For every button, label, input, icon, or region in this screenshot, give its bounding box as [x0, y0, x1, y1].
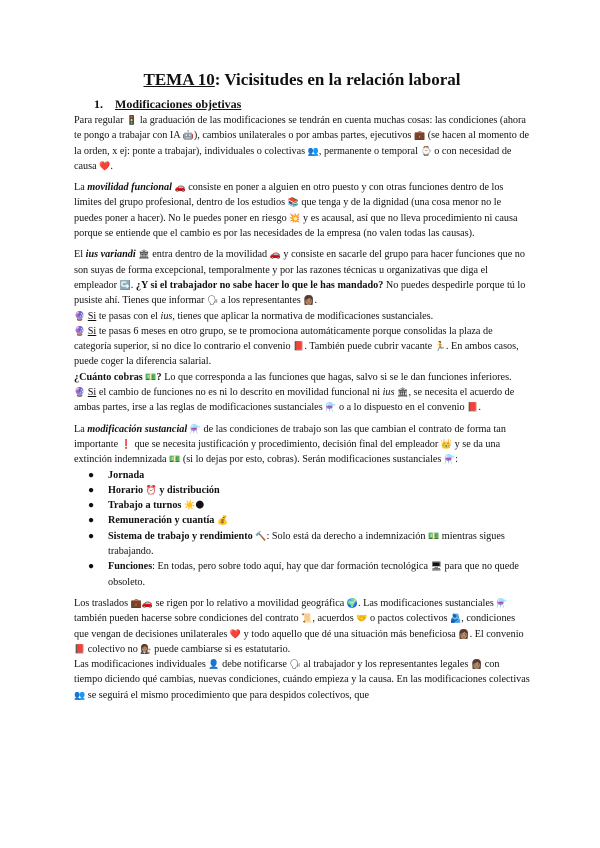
- paragraph-cambio-funciones: 🔮 Si el cambio de funciones no es ni lo descrito en movilidad funcional ni ius 🏛, se necesita el acuerdo de ambas partes, irse a las reglas de modificaciones sustanciales ⚗️ o a lo dispuesto en el convenio 📕.: [74, 387, 515, 414]
- traffic-light-icon: 🚦: [126, 116, 138, 126]
- list-item: ● Sistema de trabajo y rendimiento 🔨: Solo está da derecho a indemnización 💵 mientras sigues trabajando.: [88, 530, 505, 558]
- globe-icon: 🌍: [346, 598, 359, 609]
- judge-icon: 👩🏽‍⚖️: [140, 644, 152, 655]
- page-title: [74, 70, 530, 90]
- paragraph-notificacion: Las modificaciones individuales 👤 debe notificarse 🗣 al trabajador y los representantes legales 👩🏽 con tiempo diciendo qué cambias, nuevas condiciones, cuándo empieza y la causa. En las modificaciones colectivas 👥 se seguirá el mismo procedimiento que para despidos colectivos, que: [74, 659, 530, 701]
- people-icon: 👥: [307, 146, 319, 157]
- term-modificacion-sustancial: modificación sustancial: [87, 423, 188, 435]
- question-no-sabe: ¿Y si el trabajador no sabe hacer lo que le has mandado?: [135, 279, 384, 291]
- handshake-icon: 🤝: [356, 614, 368, 625]
- woman-icon: 👩🏽: [470, 660, 483, 671]
- sun-icon: ☀️: [183, 501, 196, 512]
- paragraph-si-ius: 🔮 Si te pasas con el ius, tienes que aplicar la normativa de modificaciones sustanciales.: [74, 310, 434, 322]
- section-title: Modificaciones objetivas: [115, 97, 242, 111]
- briefcase-icon: 💼: [130, 598, 142, 609]
- book-icon: 📕: [74, 644, 86, 655]
- clock-icon: ⌚: [420, 146, 432, 157]
- bank-icon: 🏛: [397, 388, 409, 399]
- moon-icon: 🌑: [195, 501, 205, 512]
- crystal-ball-icon: 🔮: [74, 311, 86, 322]
- book-icon: 📕: [467, 403, 479, 414]
- flask-icon: ⚗️: [189, 424, 201, 435]
- bank-icon: 🏛: [138, 250, 150, 261]
- money-icon: 💵: [169, 455, 181, 466]
- book-icon: 📕: [293, 342, 305, 353]
- heart-icon: ❤️: [99, 161, 111, 172]
- crown-icon: 👑: [440, 439, 453, 450]
- section-heading: [94, 97, 530, 112]
- term-movilidad-funcional: movilidad funcional: [87, 182, 172, 194]
- section-number: 1.: [94, 97, 103, 111]
- car-icon: 🚗: [269, 250, 281, 261]
- list-item: ● Horario ⏰ y distribución: [88, 484, 220, 496]
- money-icon: 💵: [428, 531, 440, 542]
- crystal-ball-icon: 🔮: [74, 326, 86, 337]
- car-icon: 🚗: [141, 598, 154, 609]
- flask-icon: ⚗️: [443, 455, 456, 466]
- scroll-icon: 📜: [301, 614, 313, 625]
- alarm-icon: ⏰: [145, 485, 157, 496]
- arrow-icon: ↪️: [119, 280, 131, 291]
- paragraph-graduacion: Para regular 🚦 la graduación de las modificaciones se tendrán en cuenta muchas cosas: las condiciones (ahora te pongo a trabajar con IA 🤖), cambios unilaterales o por ambas partes, ejecutivos 💼 (se hacen al momento de la orden, x ej: ponte a trabajar), individuales o colectivas 👥, permanente o temporal ⌚ o con necesidad de causa ❤️.: [74, 115, 529, 172]
- speech-icon: 🗣: [289, 660, 301, 671]
- flask-icon: ⚗️: [496, 598, 508, 609]
- crystal-ball-icon: 🔮: [74, 388, 86, 399]
- paragraph-cuanto-cobras: ¿Cuánto cobras 💵? Lo que corresponda a las funciones que hagas, salvo si se le dan funciones inferiores.: [74, 371, 512, 383]
- robot-icon: 🤖: [182, 131, 194, 142]
- group-icon: 🫂: [450, 614, 462, 625]
- list-item: ● Remuneración y cuantía 💰: [88, 515, 229, 527]
- paragraph-seis-meses: 🔮 Si te pasas 6 meses en otro grupo, se te promociona automáticamente porque consolidas la plaza de categoría superior, si no dice lo contrario el convenio 📕. También puede cubrir vacante 🏃. En ambos casos, puede coger la diferencia salarial.: [74, 325, 519, 368]
- bust-icon: 👤: [208, 660, 220, 671]
- people-icon: 👥: [74, 690, 86, 701]
- books-icon: 📚: [287, 198, 299, 209]
- moneybag-icon: 💰: [216, 516, 229, 527]
- paragraph-ius-variandi: El ius variandi 🏛 entra dentro de la movilidad 🚗 y consiste en sacarle del grupo para hacer funciones que no son suyas de forma excepcional, temporalmente y por las razones técnicas u organizativas que diga el empleador ↪️. ¿Y si el trabajador no sabe hacer lo que le has mandado? No puedes despedirle porque tú lo pusiste ahí. Tienes que informar 🗣 a los representantes 👩🏽.: [74, 249, 526, 307]
- exclamation-icon: ❗: [120, 439, 132, 450]
- hammer-icon: 🔨: [255, 531, 267, 542]
- collision-icon: 💥: [289, 213, 301, 224]
- term-ius-variandi: ius variandi: [85, 249, 136, 261]
- modificaciones-list: [74, 468, 530, 590]
- car-icon: 🚗: [174, 183, 186, 194]
- list-item: ● Jornada: [88, 469, 145, 481]
- list-item: ● Trabajo a turnos ☀️🌑: [88, 500, 205, 512]
- cook-icon: 👩🏽: [458, 629, 470, 640]
- speech-icon: 🗣: [207, 296, 219, 307]
- list-item: ● Funciones: En todas, pero sobre todo aquí, hay que dar formación tecnológica 🖥 para que no quede obsoleto.: [88, 561, 519, 588]
- woman-icon: 👩🏽: [303, 296, 315, 307]
- briefcase-icon: 💼: [413, 131, 426, 142]
- paragraph-traslados: Los traslados 💼🚗 se rigen por lo relativo a movilidad geográfica 🌍. Las modificaciones sustanciales ⚗️ también pueden hacerse sobre condiciones del contrato 📜, acuerdos 🤝 o pactos colectivos 🫂, condiciones que vengan de decisiones unilaterales ❤️ y todo aquello que dé una situación más beneficiosa 👩🏽. El convenio 📕 colectivo no 👩🏽‍⚖️ puede cambiarse si es estatutario.: [74, 597, 524, 655]
- paragraph-modificacion-sustancial: La modificación sustancial ⚗️ de las condiciones de trabajo son las que cambian el contrato de forma tan importante ❗ que se necesita justificación y procedimiento, decisión final del empleador 👑 y se da una extinción indemnizada 💵 (si lo dejas por esto, cobras). Serán modificaciones sustanciales ⚗️:: [74, 423, 506, 466]
- money-icon: 💵: [145, 372, 157, 383]
- flask-icon: ⚗️: [325, 403, 337, 414]
- title-rest: : Vicisitudes en la relación laboral: [214, 70, 461, 89]
- heart-icon: ❤️: [229, 629, 242, 640]
- title-prefix: TEMA 10: [143, 70, 215, 89]
- person-run-icon: 🏃: [434, 342, 446, 353]
- paragraph-movilidad-funcional: La movilidad funcional 🚗 consiste en poner a alguien en otro puesto y con otras funciones dentro de los límites del grupo profesional, dentro de los estudios 📚 que tenga y de la dignidad (una cosa menor no le puedes poner a hacer). No le puedes poner en riesgo 💥 y es acausal, así que no lleva procedimiento ni causa porque se entiende que el cambio es por las necesidades de la empresa (no valen todas las causas).: [74, 182, 518, 240]
- computer-icon: 🖥: [430, 562, 442, 573]
